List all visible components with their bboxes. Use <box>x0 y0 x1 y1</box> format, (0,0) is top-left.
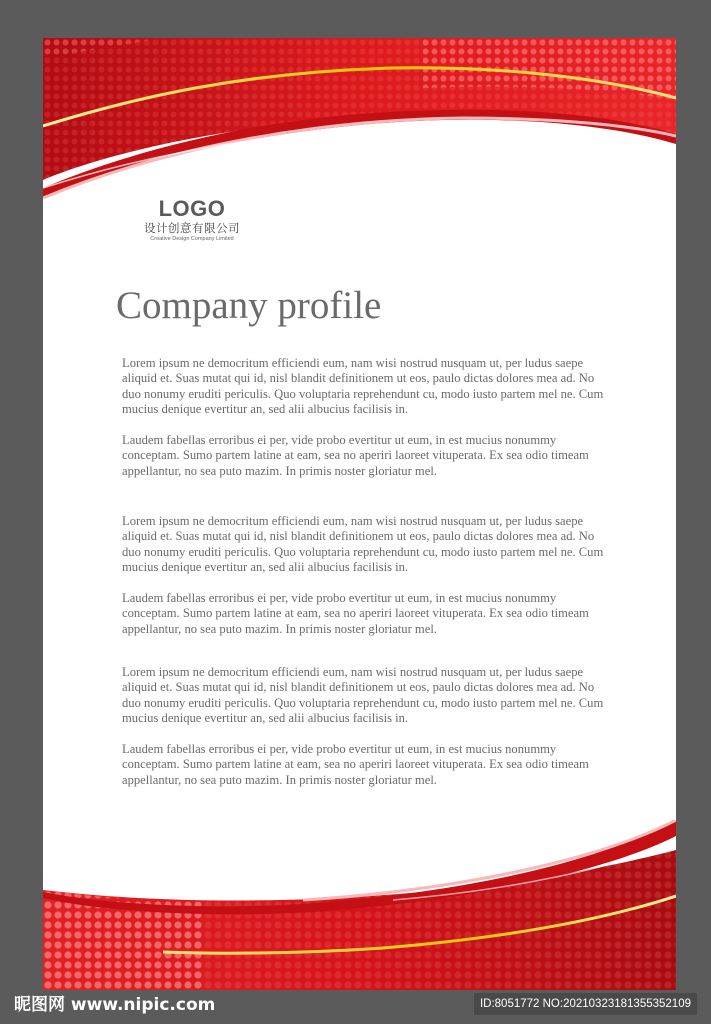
body-paragraph: Laudem fabellas erroribus ei per, vide probo evertitur ut eum, in est mucius nonummy conceptam. Sumo partem latine at eam, sea no aperiri laoreet vituperata. Ex sea odio timeam appellantur, no sea puto mazim. In primis noster gloriatur mel. <box>122 742 589 787</box>
watermark-id: ID:8051772 NO:20210323181355352109 <box>474 993 697 1015</box>
logo-company-name-cn: 设计创意有限公司 <box>144 221 240 235</box>
body-paragraph: Laudem fabellas erroribus ei per, vide probo evertitur ut eum, in est mucius nonummy conceptam. Sumo partem latine at eam, sea no aperiri laoreet vituperata. Ex sea odio timeam appellantur, no sea puto mazim. In primis noster gloriatur mel. <box>122 591 589 636</box>
body-paragraph: Lorem ipsum ne democritum efficiendi eum, nam wisi nostrud nusquam ut, per ludus saepe aliquid et. Suas mutat qui id, nisl blandit definitionem ut eos, paulo dictas dolores mea ad. No duo nonumy eruditi periculis. Quo voluptaria reprehendunt cu, modo iusto partem mel ne. Cum mucius denique evertitur an, sed alii albucius facilisis in. <box>122 665 604 726</box>
body-paragraph: Lorem ipsum ne democritum efficiendi eum, nam wisi nostrud nusquam ut, per ludus saepe aliquid et. Suas mutat qui id, nisl blandit definitionem ut eos, paulo dictas dolores mea ad. No duo nonumy eruditi periculis. Quo voluptaria reprehendunt cu, modo iusto partem mel ne. Cum mucius denique evertitur an, sed alii albucius facilisis in. <box>122 356 604 417</box>
letterhead-page <box>43 38 676 990</box>
watermark-site-logo: 昵图网 www.nipic.com <box>14 995 216 1015</box>
bottom-red-wave-decoration <box>43 820 676 990</box>
company-logo <box>131 198 253 243</box>
body-paragraph: Lorem ipsum ne democritum efficiendi eum, nam wisi nostrud nusquam ut, per ludus saepe aliquid et. Suas mutat qui id, nisl blandit definitionem ut eos, paulo dictas dolores mea ad. No duo nonumy eruditi periculis. Quo voluptaria reprehendunt cu, modo iusto partem mel ne. Cum mucius denique evertitur an, sed alii albucius facilisis in. <box>122 514 604 575</box>
body-paragraph: Laudem fabellas erroribus ei per, vide probo evertitur ut eum, in est mucius nonummy conceptam. Sumo partem latine at eam, sea no aperiri laoreet vituperata. Ex sea odio timeam appellantur, no sea puto mazim. In primis noster gloriatur mel. <box>122 433 589 478</box>
page-title: Company profile <box>116 284 382 327</box>
logo-company-name-en: Creative Design Company Limited <box>150 236 234 242</box>
logo-text: LOGO <box>158 196 226 221</box>
